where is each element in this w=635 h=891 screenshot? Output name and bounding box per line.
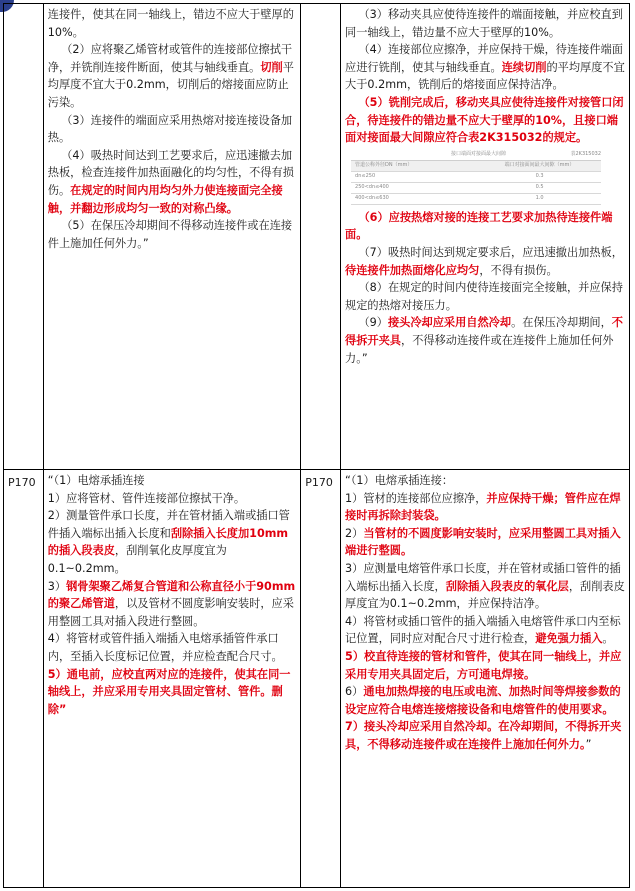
highlighted-text: 待连接件加热面熔化应均匀	[345, 263, 480, 277]
paragraph	[48, 6, 297, 41]
paragraph	[48, 217, 297, 252]
text-segment: ，不得有损伤。	[479, 263, 558, 277]
text-segment: 的平均厚度不宜大于0.2mm，铣削后的熔接面应保持洁净。	[345, 60, 625, 92]
text-segment: （2）应将聚乙烯管材或管件的连接部位擦拭干净，并铣削连接件断面，使其与轴线垂直。	[47, 43, 293, 74]
highlighted-text: 应按热熔对接的连接工艺要求加热待连接件端面。	[345, 210, 613, 242]
text-segment: ，不得移动连接件或在连接件上施加任何外力。”	[345, 333, 614, 365]
text-segment: （4）连接部位应擦净，并应保持干燥，待连接件端面应进行铣削，使其与轴线垂直。	[345, 43, 623, 74]
text-segment: “（1）电熔承插连接：	[345, 474, 454, 487]
highlighted-text: 切削	[260, 60, 283, 74]
text-segment: （3）连接件的端面应采用热熔对接连接设备加热。	[47, 113, 293, 145]
paragraph	[48, 578, 297, 631]
text-segment: （7）吸热时间达到规定要求后，应迅速撤出加热板，	[358, 245, 623, 259]
text-segment: 1）管材的连接部位应擦净，	[345, 491, 487, 505]
gap-spec-table	[351, 151, 601, 205]
mini-table-cell: 0.3	[535, 173, 544, 180]
text-segment: ，刮削表皮厚度宜为0.1~0.2mm，并应保持洁净。	[345, 579, 625, 611]
highlighted-text: 并应保持干燥；管件应在焊接时再拆除封装袋。	[345, 491, 621, 523]
paragraph	[48, 41, 297, 111]
highlighted-text: 在规定的时间内用均匀外力使连接面完全接触，并翻边形成均匀一致的对称凸缘。	[47, 183, 283, 215]
highlighted-text: 钢骨架聚乙烯复合管道和公称直径小于90mm的聚乙烯管道	[47, 579, 296, 611]
text-segment: 2）测量管件承口长度，并在管材插入端或插口管件插入端标出插入长度和	[47, 509, 290, 540]
paragraph	[345, 244, 625, 279]
paragraph	[345, 648, 625, 683]
page-cell	[4, 4, 44, 470]
paragraph	[345, 490, 625, 525]
new-text-cell	[341, 470, 630, 888]
mini-table-cell: 0.5	[535, 184, 544, 191]
text-segment: （9）	[358, 316, 388, 330]
paragraph	[48, 147, 297, 217]
highlighted-text: 通电加热焊接的电压或电流、加热时间等焊接参数的设定应符合电熔连接熔接设备和电熔管件的使用要求。	[345, 685, 621, 716]
page-cell	[301, 4, 341, 470]
paragraph	[48, 666, 297, 719]
table-row	[4, 470, 630, 888]
text-segment: 2）	[345, 526, 364, 540]
mini-table-cell: 250<dn≤400	[355, 184, 389, 191]
highlighted-text: 当管材的不圆度影响安装时，应采用整圆工具对插入端进行整圆。	[345, 526, 621, 558]
mini-table-cell: dn≤250	[355, 173, 376, 180]
paragraph	[345, 41, 625, 94]
text-segment: （3）移动夹具应使待连接件的端面接触，并应校直到同一轴线上，错边量不应大于壁厚的10%。	[345, 8, 623, 39]
paragraph	[345, 279, 625, 314]
new-text-cell	[341, 4, 630, 470]
highlighted-text: （5）铣削完成后，移动夹具应使待连接件对接管口闭合，待连接件的错边量不应大于壁厚的10%，且接口端面对接面最大间隙应符合表2K315032的规定。	[345, 95, 624, 145]
paragraph	[345, 718, 625, 753]
paragraph	[48, 112, 297, 147]
mini-table-cell: 400<dn≤630	[355, 195, 389, 202]
text-segment: ”	[585, 737, 592, 751]
paragraph	[345, 683, 625, 718]
mini-table-cell: 1.0	[535, 195, 544, 202]
text-segment: ，以及管材不圆度影响安装时，应采用整圆工具对插入段进行整圆。	[47, 597, 294, 628]
old-text-cell	[43, 470, 301, 888]
paragraph	[48, 472, 297, 490]
text-segment: 。	[602, 632, 614, 646]
highlighted-text: 接头冷却应采用自然冷却	[387, 316, 512, 330]
paragraph	[345, 472, 625, 490]
mini-table-title: 接口端面对接面最大间隙	[451, 150, 507, 157]
text-segment: ，刮削氧化皮厚度宜为0.1~0.2mm。	[47, 544, 227, 575]
paragraph	[48, 630, 297, 665]
paragraph	[48, 507, 297, 577]
paragraph	[345, 314, 625, 367]
highlighted-text: 不得拆开夹具	[345, 316, 623, 347]
text-segment: 。在保压冷却期间，	[511, 316, 612, 330]
text-segment: （4）吸热时间达到工艺要求后，应迅速撤去加热板，检查连接件加热面融化的均匀性，不得有损伤。	[47, 148, 294, 197]
page-number-cell: P170	[4, 470, 44, 888]
paragraph	[345, 560, 625, 613]
mini-table-header: 端口对接面间最大间隙（mm）	[504, 162, 575, 169]
paragraph	[48, 490, 297, 508]
paragraph	[345, 94, 625, 147]
highlighted-text: 刮除插入长度加10mm的插入段表皮	[47, 526, 289, 558]
text-segment: 平均厚度不宜大于0.2mm，切削后的熔接面应防止污染。	[47, 60, 294, 109]
highlighted-text: 5）校直待连接的管材和管件，使其在同一轴线上，并应采用专用夹具固定后，方可通电焊接。	[345, 649, 622, 681]
highlighted-text: 连续切削	[501, 60, 547, 74]
text-segment: 1）应将管材、管件连接部位擦拭干净。	[47, 491, 246, 505]
old-text-cell	[43, 4, 301, 470]
highlighted-text: 5）通电前，应校直两对应的连接件，使其在同一轴线上，并应采用专用夹具固定管材、管件。删除”	[47, 667, 291, 716]
paragraph	[345, 209, 625, 244]
text-segment: “（1）电熔承插连接	[47, 474, 145, 487]
paragraph	[345, 613, 625, 648]
text-segment: 连接件，使其在同一轴线上，错边不应大于壁厚的10%。	[47, 8, 294, 39]
text-segment: 4）将管材或管件插入端插入电熔承插管件承口内，至插入长度标记位置，并应检查配合尺寸。	[47, 632, 283, 663]
text-segment: 6）	[345, 685, 364, 699]
paragraph	[345, 525, 625, 560]
paragraph	[345, 6, 625, 41]
text-segment: （5）在保压冷却期间不得移动连接件或在连接件上施加任何外力。”	[47, 219, 293, 250]
highlighted-text: 刮除插入段表皮的氧化层	[445, 579, 569, 593]
mini-table-code: 表2K315032	[570, 150, 602, 157]
text-segment: 3）	[47, 579, 67, 593]
page-number-cell: P170	[301, 470, 341, 888]
table-row	[4, 4, 630, 470]
text-segment: 4）将管材或插口管件的插入端插入电熔管件承口内至标记位置，同时应对配合尺寸进行检查，	[345, 614, 621, 646]
highlighted-text: （6）	[358, 210, 389, 224]
mini-table-header: 管道公称外径DN（mm）	[355, 162, 413, 169]
highlighted-text: 避免强力插入	[535, 632, 603, 646]
text-segment: 3）应测量电熔管件承口长度，并在管材或插口管件的插入端标出插入长度，	[345, 561, 621, 593]
text-segment: （8）在规定的时间内使待连接面完全接触，并应保持规定的热熔对接压力。	[345, 281, 623, 312]
comparison-table	[3, 3, 630, 888]
highlighted-text: 7）接头冷却应采用自然冷却。在冷却期间，不得拆开夹具，不得移动连接件或在连接件上施加任何外力。	[345, 720, 622, 751]
